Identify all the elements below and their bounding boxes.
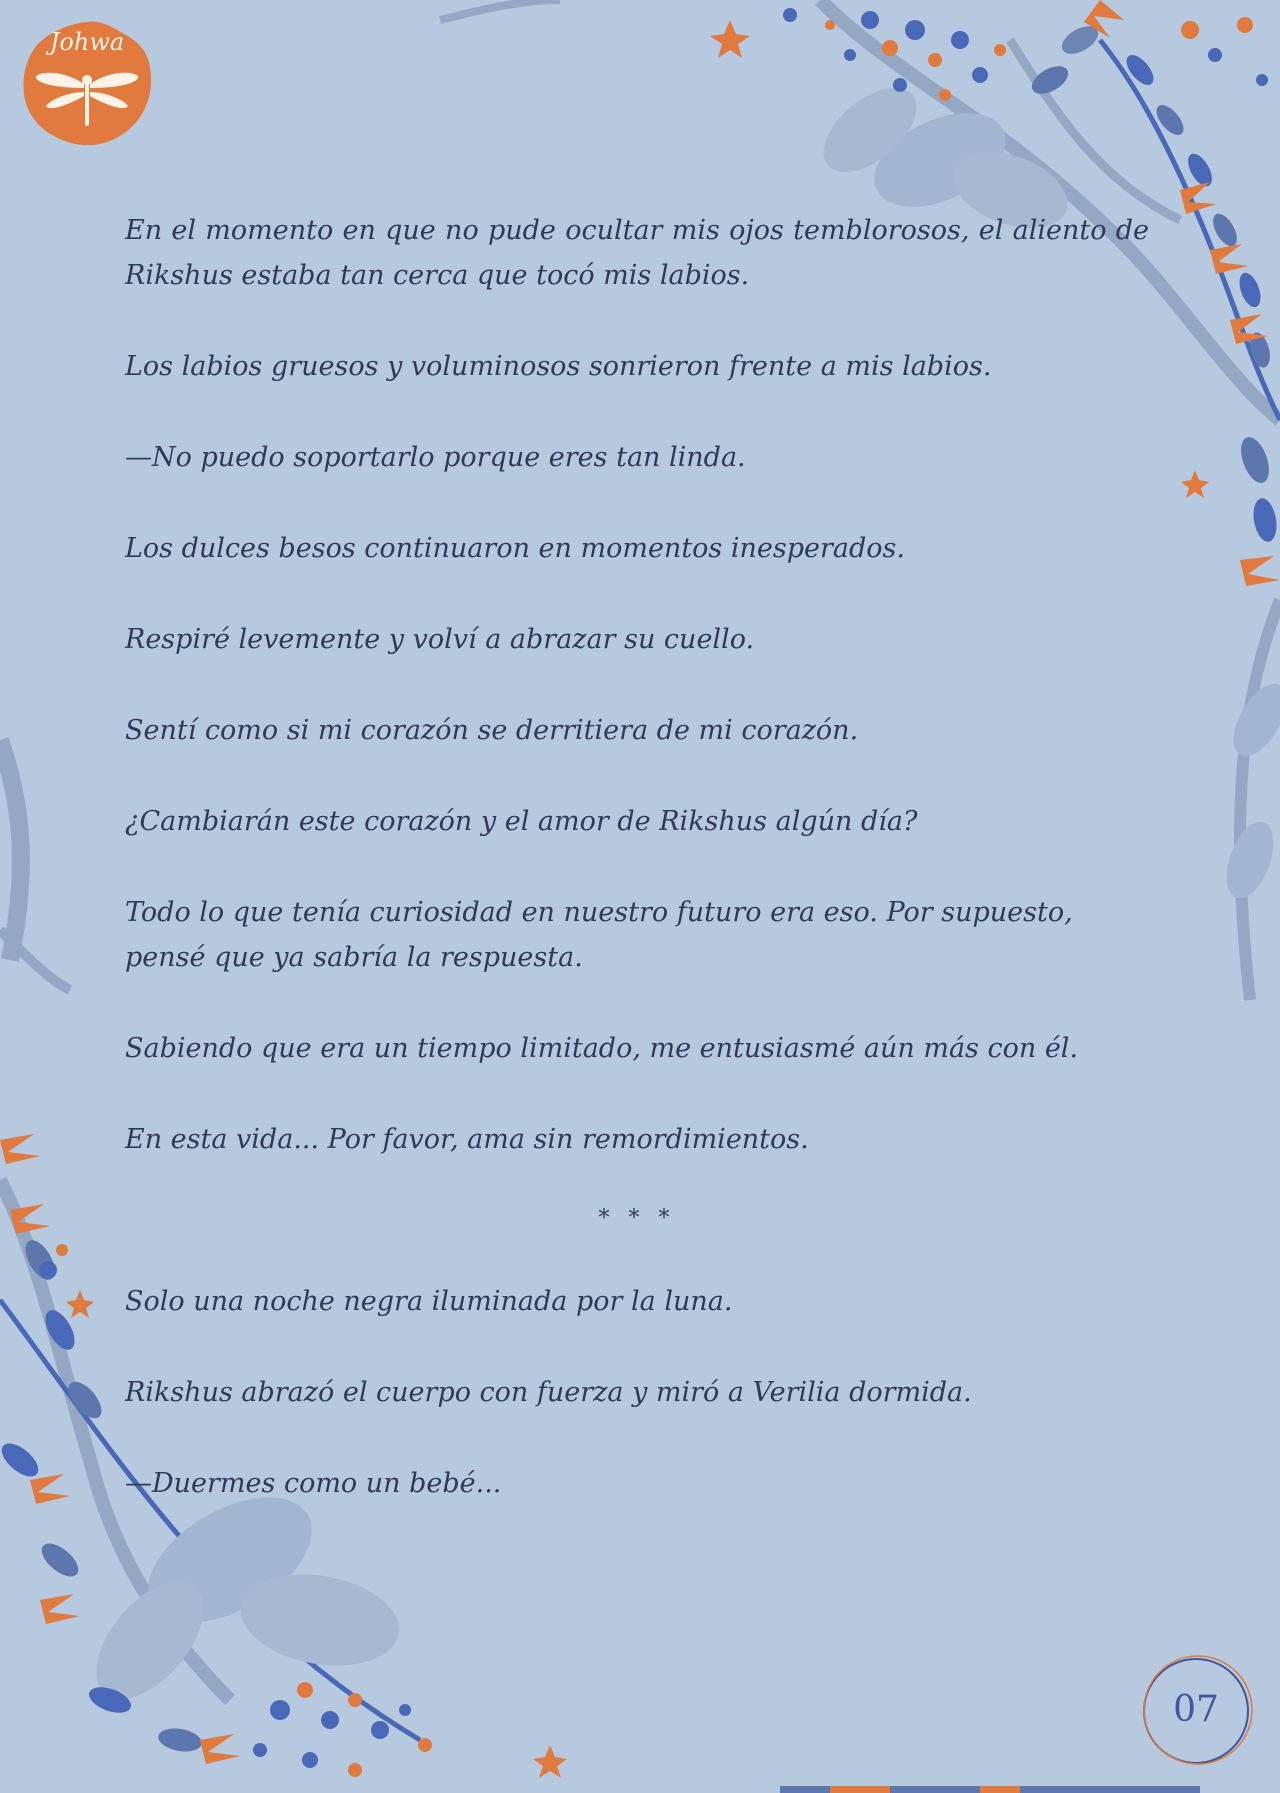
paragraph: Los dulces besos continuaron en momentos inesperados. [125, 533, 905, 564]
dialogue-paragraph: —No puedo soportarlo porque eres tan linda. [125, 442, 746, 473]
paragraph: En el momento en que no pude ocultar mis ojos temblorosos, el aliento de Rikshus estaba tan cerca que tocó mis labios. [125, 215, 1149, 291]
paragraph: ¿Cambiarán este corazón y el amor de Rikshus algún día? [125, 806, 918, 837]
paragraph: Respiré levemente y volví a abrazar su cuello. [125, 624, 755, 655]
publisher-logo [22, 20, 152, 146]
page-number-text: 07 [1173, 1689, 1219, 1730]
paragraph: Todo lo que tenía curiosidad en nuestro futuro era eso. Por supuesto, pensé que ya sabría la respuesta. [125, 897, 1073, 973]
paragraph: Rikshus abrazó el cuerpo con fuerza y miró a Verilia dormida. [125, 1377, 972, 1408]
paragraph: Sabiendo que era un tiempo limitado, me entusiasmé aún más con él. [125, 1033, 1079, 1064]
dialogue-paragraph: —Duermes como un bebé... [125, 1468, 502, 1499]
paragraph: Sentí como si mi corazón se derritiera de mi corazón. [125, 715, 859, 746]
logo-text: Johwa [49, 28, 125, 56]
scene-separator: * * * [598, 1206, 676, 1231]
right-edge-foliage [1218, 433, 1280, 1000]
bottom-strip [780, 1786, 1200, 1793]
chapter-text [125, 208, 1149, 1552]
paragraph: Solo una noche negra iluminada por la luna. [125, 1286, 733, 1317]
left-edge-branch [0, 740, 70, 990]
page-number [1138, 1653, 1254, 1769]
paragraph: Los labios gruesos y voluminosos sonrieron frente a mis labios. [125, 351, 992, 382]
paragraph: En esta vida... Por favor, ama sin remordimientos. [125, 1124, 809, 1155]
